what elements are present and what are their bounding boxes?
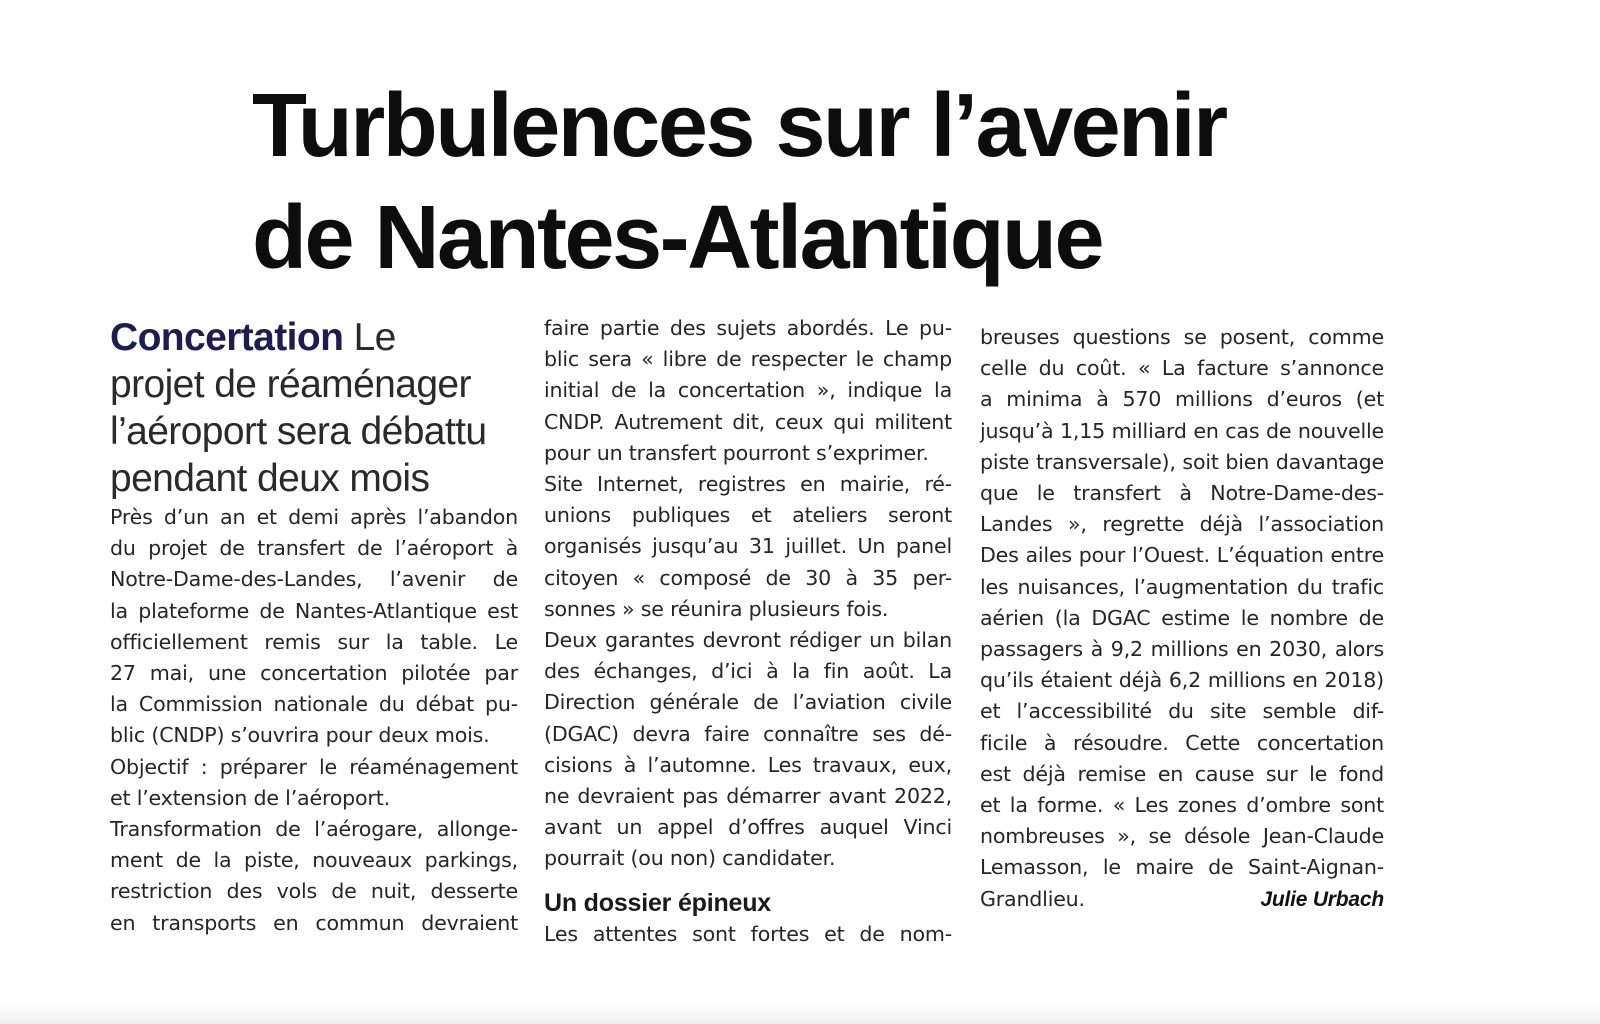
headline-line-2: de Nantes-Atlantique [252, 188, 1103, 288]
byline: Julie Urbach [1260, 887, 1384, 911]
text-line: blic (CNDP) s’ouvrira pour deux mois. [110, 723, 490, 748]
text-line: la plateforme de Nantes-Atlantique est [110, 598, 518, 623]
standfirst-text-2: projet de réaménager [110, 363, 471, 406]
text-line: sonnes » se réunira plusieurs fois. [544, 596, 889, 621]
text-line: Direction générale de l’aviation civile [544, 690, 952, 715]
text-line: celle du coût. « La facture s’annonce [980, 356, 1384, 381]
text-line: Transformation de l’aérogare, allonge- [110, 817, 518, 842]
text-line: et la forme. « Les zones d’ombre sont [980, 793, 1384, 818]
text-line: pour un transfert pourront s’exprimer. [544, 440, 929, 465]
subhead: Un dossier épineux [544, 888, 772, 917]
text-line: initial de la concertation », indique la [544, 378, 952, 403]
text-line: Des ailes pour l’Ouest. L’équation entre [980, 543, 1384, 568]
text-line: faire partie des sujets abordés. Le pu- [544, 316, 952, 340]
article-column-3 [980, 322, 1384, 915]
closing-line [980, 884, 1384, 915]
text-line: officiellement remis sur la table. Le [110, 629, 518, 654]
text-line: Près d’un an et demi après l’abandon [110, 505, 518, 529]
text-line: blic sera « libre de respecter le champ [544, 347, 952, 372]
page-edge-shadow [0, 1004, 1600, 1024]
column-1-body [110, 502, 518, 939]
text-line: les nuisances, l’augmentation du trafic [980, 574, 1384, 599]
text-line: passagers à 9,2 millions en 2030, alors [980, 637, 1384, 662]
text-line: Objectif : préparer le réaménagement [110, 754, 518, 779]
text-line: Notre-Dame-des-Landes, l’avenir de [110, 567, 518, 592]
text-line: cisions à l’automne. Les travaux, eux, [544, 752, 952, 777]
headline [252, 70, 1226, 294]
text-line: qu’ils étaient déjà 6,2 millions en 2018) [980, 668, 1384, 693]
article-column-2 [544, 313, 952, 950]
text-line: (DGAC) devra faire connaître ses dé- [544, 721, 952, 746]
text-line: en transports en commun devraient [110, 910, 518, 935]
text-line: est déjà remise en cause sur le fond [980, 761, 1384, 786]
article-column-1 [110, 314, 518, 939]
column-2-continuation [544, 919, 952, 950]
text-line: aérien (la DGAC estime le nombre de [980, 605, 1384, 630]
text-line: citoyen « composé de 30 à 35 per- [544, 565, 952, 590]
column-3-body [980, 322, 1384, 884]
text-line: Site Internet, registres en mairie, ré- [544, 472, 952, 497]
text-line: restriction des vols de nuit, desserte [110, 879, 518, 904]
text-line: Deux garantes devront rédiger un bilan [544, 628, 952, 653]
text-line: du projet de transfert de l’aéroport à [110, 536, 518, 561]
standfirst-text-4: pendant deux mois [110, 457, 430, 500]
text-line: CNDP. Autrement dit, ceux qui militent [544, 409, 952, 434]
text-line: unions publiques et ateliers seront [544, 503, 952, 528]
text-line: piste transversale), soit bien davantage [980, 449, 1384, 474]
text-line: et l’accessibilité du site semble dif- [980, 699, 1384, 724]
text-line: jusqu’à 1,15 milliard en cas de nouvelle [980, 418, 1384, 443]
text-line: ment de la piste, nouveaux parkings, [110, 848, 518, 873]
standfirst-text-3: l’aéroport sera débattu [110, 410, 487, 453]
standfirst-text-1: Le [353, 316, 396, 359]
text-line: Les attentes sont fortes et de nom- [544, 921, 952, 946]
text-line: 27 mai, une concertation pilotée par [110, 661, 518, 686]
closing-text: Grandlieu. [980, 886, 1085, 911]
kicker: Concertation [110, 316, 344, 359]
text-line: pourrait (ou non) candidater. [544, 846, 836, 871]
text-line: que le transfert à Notre-Dame-des- [980, 481, 1384, 506]
text-line: avant un appel d’offres auquel Vinci [544, 815, 952, 840]
text-line: ne devraient pas démarrer avant 2022, [544, 784, 952, 809]
text-line: et l’extension de l’aéroport. [110, 785, 390, 810]
text-line: Lemasson, le maire de Saint-Aignan- [980, 855, 1384, 880]
text-line: breuses questions se posent, comme [980, 325, 1384, 349]
text-line: ficile à résoudre. Cette concertation [980, 730, 1384, 755]
text-line: nombreuses », se désole Jean-Claude [980, 824, 1384, 849]
column-2-body [544, 313, 952, 875]
text-line: a minima à 570 millions d’euros (et [980, 387, 1384, 412]
text-line: organisés jusqu’au 31 juillet. Un panel [544, 534, 952, 559]
text-line: la Commission nationale du débat pu- [110, 692, 518, 717]
text-line: des échanges, d’ici à la fin août. La [544, 659, 952, 684]
headline-line-1: Turbulences sur l’avenir [252, 76, 1226, 176]
text-line: Landes », regrette déjà l’association [980, 512, 1384, 537]
standfirst [110, 314, 518, 502]
